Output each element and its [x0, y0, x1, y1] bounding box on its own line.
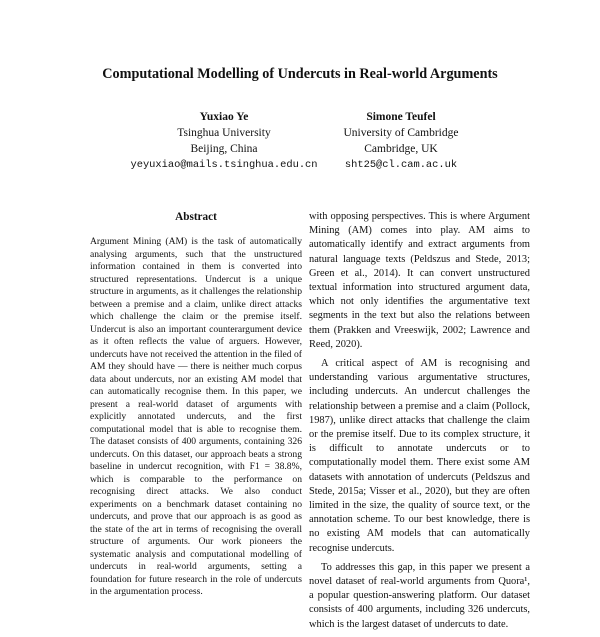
body-column: [309, 210, 530, 637]
body-paragraph: with opposing perspectives. This is where Argument Mining (AM) comes into play. AM aims to automatically identify and extract arguments from natural language texts (Peldszus and Stede, 2013; Green et al., 2014). It can convert unstructured textual information into structured argument data, which not only identifies the argumentative text segments in the text but also the relations between them (Prakken and Vreeswijk, 2002; Lawrence and Reed, 2020).: [309, 211, 530, 350]
author-block-2: [281, 109, 521, 173]
author-location: Beijing, China: [190, 143, 258, 155]
author-name: Yuxiao Ye: [199, 111, 249, 123]
paper-title: Computational Modelling of Undercuts in Real-world Arguments: [102, 66, 498, 82]
author-email: yeyuxiao@mails.tsinghua.edu.cn: [130, 159, 318, 171]
author-name: Simone Teufel: [366, 111, 436, 123]
author-location: Cambridge, UK: [364, 143, 438, 155]
author-affiliation: Tsinghua University: [177, 127, 271, 139]
author-affiliation: University of Cambridge: [343, 127, 459, 139]
abstract-text: Argument Mining (AM) is the task of automatically analysing arguments, such that the unstructured information contained in them is converted into structured representations. Undercut is a unique structure in arguments, as it challenges the relationship between a premise and a claim, unlike direct attacks which challenge the claim or the premise itself. Undercut is also an important counterargument device as it often reflects the value of arguers. However, undercuts have not received the attention in the filed of AM they should have — there is neither much corpus data about undercuts, nor an existing AM model that can automatically recognise them. In this paper, we present a real-world dataset of arguments with explicitly annotated undercuts, and the first computational model that is able to recognise them. The dataset consists of 400 arguments, containing 326 undercuts. On this dataset, our approach beats a strong baseline in undercut recognition, with F1 = 38.8%, which is comparable to the performance on recognising direct attacks. We also conduct experiments on a benchmark dataset containing no undercuts, and prove that our approach is as good as the state of the art in terms of recognising the overall structure of arguments. Our work pioneers the systematic analysis and computational modelling of undercuts in real-world arguments, setting a foundation for future research in the role of undercuts in the argumentation process.: [90, 236, 302, 597]
abstract-heading: Abstract: [175, 211, 217, 223]
author-email: sht25@cl.cam.ac.uk: [344, 159, 458, 171]
body-paragraph: A critical aspect of AM is recognising and understanding various argumentative structures, including undercuts. An undercut challenges the relationship between a premise and a claim (Pollock, 1987), unlike direct attacks that challenge the claim or the premise itself. Due to its complex structure, it is difficult to annotate undercuts or to computationally model them. There exist some AM datasets with annotation of undercuts (Peldszus and Stede, 2015a; Visser et al., 2020), but they are often limited in the size, the quality of source text, or the annotation scheme. To our best knowledge, there is no existing AM models that can automatically recognise undercuts.: [309, 358, 530, 554]
body-paragraph: To addresses this gap, in this paper we present a novel dataset of real-world arguments from Quora¹, a popular question-answering platform. Our dataset consists of 400 arguments, including 326 undercuts, which is the largest dataset of undercuts to date.: [309, 561, 530, 630]
